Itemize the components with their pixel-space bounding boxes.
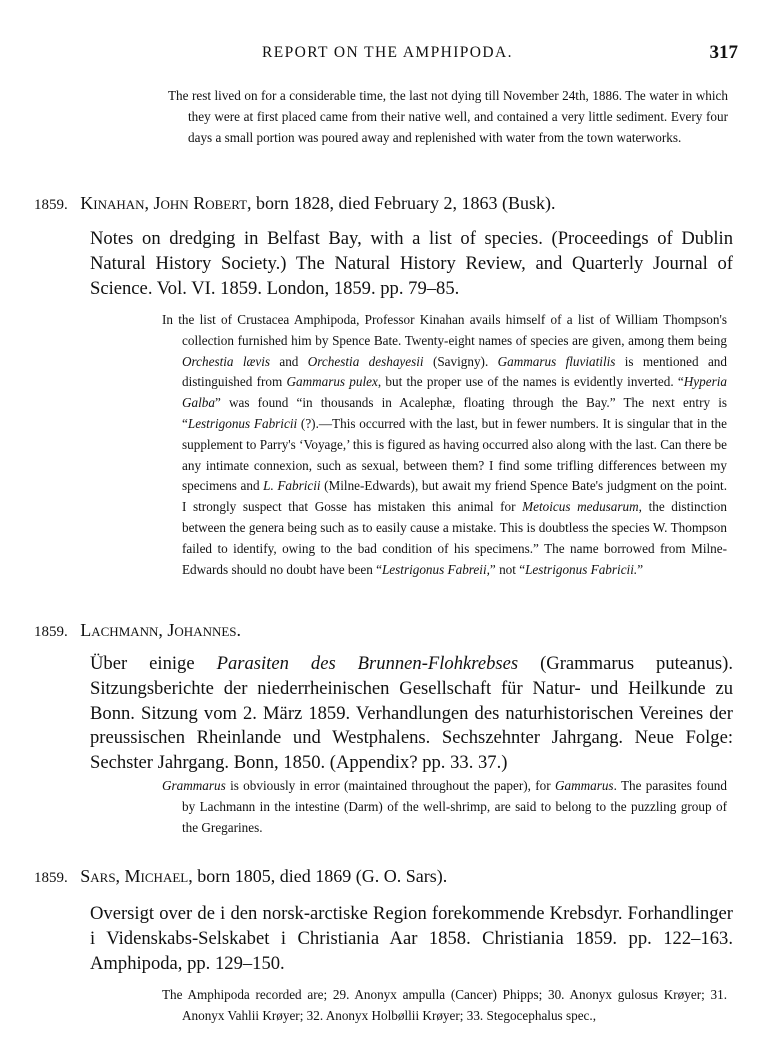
author-details: born 1805, died 1869 (G. O. Sars). <box>197 866 448 886</box>
entry-heading-lachmann <box>34 620 241 641</box>
commentary-text: In the list of Crustacea Amphipoda, Professor Kinahan avails himself of a list of William Thompson's collection furnished him by Spence Bate. Twenty-eight names of species are given, among them being Orchestia lævis and Orchestia deshayesii (Savigny). Gammarus fluviatilis is mentioned and distinguished from Gammarus pulex, but the proper use of the names is evidently inverted. “Hyperia Galba” was found “in thousands in Acalephæ, floating through the Bay.” The next entry is “Lestrigonus Fabricii (?).—This occurred with the last, but in fewer numbers. It is singular that in the supplement to Parry's ‘Voyage,’ this is figured as having occurred also along with the last. Can there be any intimate connexion, such as sexual, between them? I find some trifling differences between my specimens and L. Fabricii (Milne-Edwards), but await my friend Spence Bate's judgment on the point. I strongly suspect that Gosse has mistaken this animal for Metoicus medusarum, the distinction between the genera being such as to easily cause a mistake. This is doubtless the species W. Thompson failed to identify, owing to the bad condition of his specimens.” The name borrowed from Milne-Edwards should no doubt have been “Lestrigonus Fabreii,” not “Lestrigonus Fabricii.” <box>162 312 728 577</box>
entry-year: 1859. <box>34 197 68 213</box>
commentary-text: Grammarus is obviously in error (maintained throughout the paper), for Gammarus. The parasites found by Lachmann in the intestine (Darm) of the well-shrimp, are said to belong to the puzzling group of the Gregarines. <box>162 778 727 835</box>
page-number: 317 <box>709 42 738 63</box>
running-title: REPORT ON THE AMPHIPODA. <box>262 44 513 61</box>
publication-title-sars <box>90 902 733 976</box>
publication-title-text: Oversigt over de i den norsk-arctiske Region forekommende Krebsdyr. Forhandlinger i Videnskabs-Selskabet i Christiania Aar 1858. Christiania 1859. pp. 122–163. Amphipoda, pp. 129–150. <box>90 903 733 974</box>
publication-title-text: Über einige Parasiten des Brunnen-Flohkrebses (Grammarus puteanus). Sitzungsberichte der niederrheinischen Gesellschaft für Natur- und Heilkunde zu Bonn. Sitzung vom 2. März 1859. Verhandlungen des naturhistorischen Vereines der preussischen Rheinlande und Westphalens. Sechszehnter Jahrgang. Neue Folge: Sechster Jahrgang. Bonn, 1850. (Appendix? pp. 33. 37.) <box>90 653 733 774</box>
author-name: Kinahan, John Robert, <box>80 193 252 213</box>
commentary-lachmann <box>162 776 727 838</box>
intro-note <box>168 86 728 148</box>
publication-title-lachmann <box>90 652 733 776</box>
entry-heading-kinahan <box>34 193 556 214</box>
publication-title-kinahan <box>90 227 733 301</box>
commentary-kinahan <box>162 310 727 580</box>
entry-year: 1859. <box>34 870 68 886</box>
entry-heading-sars <box>34 866 447 887</box>
publication-title-text: Notes on dredging in Belfast Bay, with a list of species. (Proceedings of Dublin Natural History Society.) The Natural History Review, and Quarterly Journal of Science. Vol. VI. 1859. London, 1859. pp. 79–85. <box>90 228 733 299</box>
entry-year: 1859. <box>34 624 68 640</box>
intro-note-text: The rest lived on for a considerable time, the last not dying till November 24th, 1886. The water in which they were at first placed came from their native well, and contained a very little sediment. Every four days a small portion was poured away and replenished with water from the town waterworks. <box>168 88 728 145</box>
page-header <box>0 44 776 68</box>
author-details: born 1828, died February 2, 1863 (Busk). <box>256 193 556 213</box>
author-name: Sars, Michael, <box>80 866 193 886</box>
commentary-text: The Amphipoda recorded are; 29. Anonyx ampulla (Cancer) Phipps; 30. Anonyx gulosus Krøyer; 31. Anonyx Vahlii Krøyer; 32. Anonyx Holbøllii Krøyer; 33. Stegocephalus spec., <box>162 987 727 1023</box>
author-name: Lachmann, Johannes. <box>80 620 242 640</box>
commentary-sars <box>162 985 727 1027</box>
